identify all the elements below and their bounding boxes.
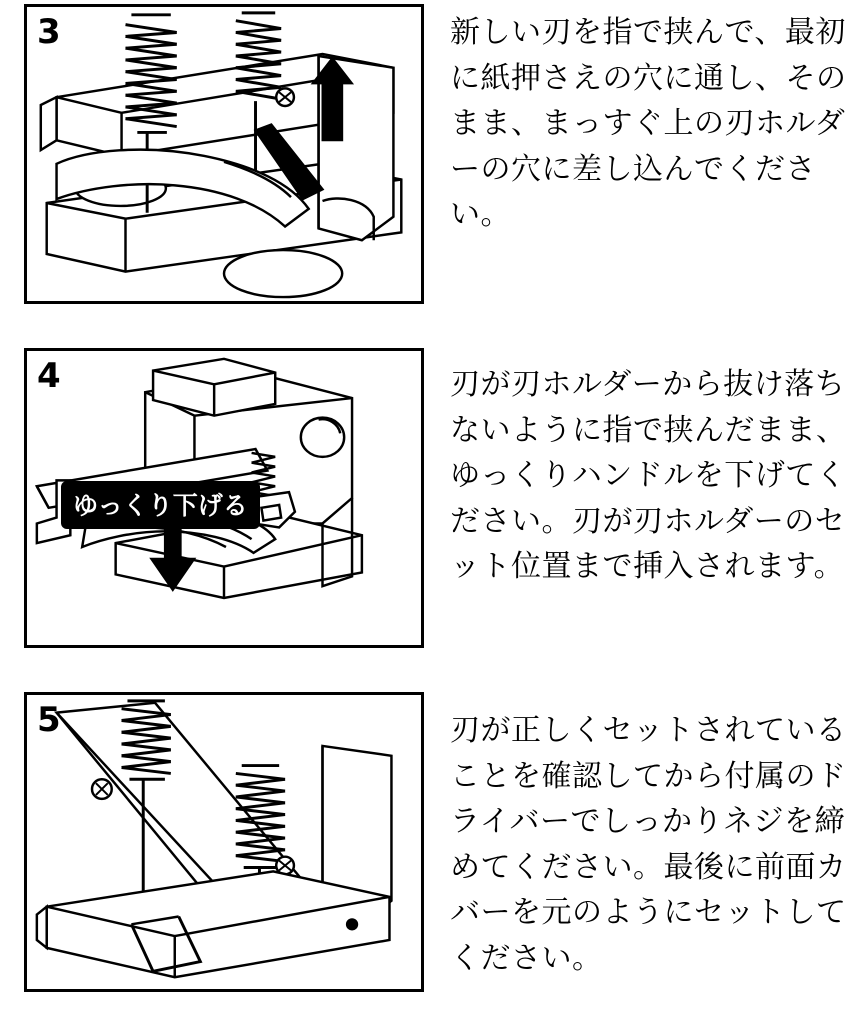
step-number-badge: 5 xyxy=(37,700,61,740)
step-4-text: 刃が刃ホルダーから抜け落ちないように指で挟んだまま、ゆっくりハンドルを下げてください。刃が刃ホルダーのセット位置まで挿入されます。 xyxy=(450,367,847,585)
step-3-text: 新しい刃を指で挟んで、最初に紙押さえの穴に通し、そのまま、まっすぐ上の刃ホルダーの穴に差し込んでください。 xyxy=(450,15,847,233)
callout-label-lower-slowly: ゆっくり下げる xyxy=(61,481,260,529)
step-number-badge: 4 xyxy=(37,356,61,396)
step-4-figure xyxy=(24,348,424,648)
step-5-text: 刃が正しくセットされていることを確認してから付属のドライバーでしっかりネジを締めてください。最後に前面カバーを元のようにセットしてください。 xyxy=(450,713,847,976)
instruction-step xyxy=(0,692,865,1020)
blade-insert-illustration xyxy=(27,7,421,301)
step-3-figure xyxy=(24,4,424,304)
step-5-figure xyxy=(24,692,424,992)
step-number-badge: 3 xyxy=(37,12,61,52)
instruction-step xyxy=(0,4,865,324)
screw-tighten-illustration xyxy=(27,695,421,989)
instruction-step xyxy=(0,348,865,668)
